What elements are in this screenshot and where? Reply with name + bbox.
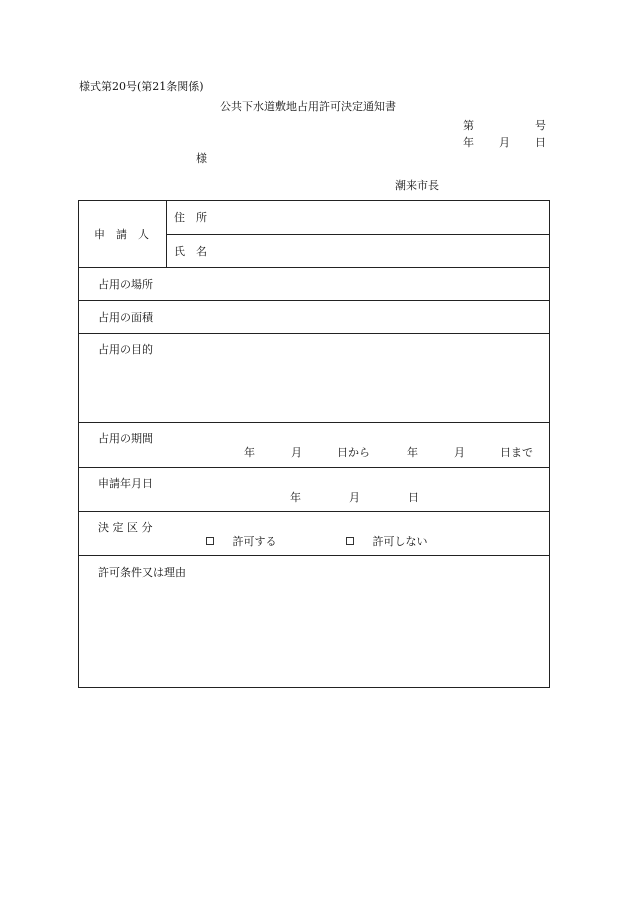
- period-month-1: 月: [291, 446, 302, 459]
- column-divider: [166, 201, 167, 267]
- area-label: 占用の面積: [98, 311, 153, 324]
- name-label: 氏 名: [174, 245, 207, 258]
- row-divider: [166, 234, 549, 235]
- option-permit[interactable]: [206, 536, 277, 547]
- period-label: 占用の期間: [98, 432, 153, 445]
- row-divider: [79, 555, 549, 556]
- document-title: 公共下水道敷地占用許可決定通知書: [220, 100, 396, 113]
- row-divider: [79, 422, 549, 423]
- option-deny-label: 許可しない: [372, 535, 428, 548]
- row-divider: [79, 300, 549, 301]
- conditions-label: 許可条件又は理由: [98, 566, 186, 579]
- checkbox-permit[interactable]: [206, 537, 214, 545]
- date-year: 年: [463, 136, 474, 149]
- period-month-2: 月: [454, 446, 465, 459]
- period-year-2: 年: [407, 446, 418, 459]
- number-prefix: 第: [463, 119, 474, 132]
- app-month: 月: [349, 491, 360, 504]
- option-permit-label: 許可する: [232, 535, 277, 548]
- form-number: 様式第20号(第21条関係): [79, 80, 204, 93]
- date-day: 日: [535, 136, 546, 149]
- row-divider: [79, 267, 549, 268]
- applicant-label: 申 請 人: [94, 228, 149, 241]
- place-label: 占用の場所: [98, 278, 153, 291]
- app-day: 日: [408, 491, 419, 504]
- row-divider: [79, 467, 549, 468]
- issuer-name: 潮来市長: [395, 179, 439, 192]
- row-divider: [79, 511, 549, 512]
- date-month: 月: [499, 136, 510, 149]
- period-to: 日まで: [500, 446, 533, 459]
- period-year-1: 年: [244, 446, 255, 459]
- app-year: 年: [290, 491, 301, 504]
- row-divider: [79, 333, 549, 334]
- purpose-label: 占用の目的: [98, 343, 153, 356]
- recipient-honorific: 様: [196, 152, 207, 165]
- option-deny[interactable]: [346, 536, 428, 547]
- application-date-label: 申請年月日: [98, 477, 153, 490]
- number-suffix: 号: [535, 119, 546, 132]
- period-from: 日から: [337, 446, 370, 459]
- decision-label: 決 定 区 分: [98, 521, 153, 534]
- address-label: 住 所: [174, 211, 207, 224]
- permit-form-table: [78, 200, 550, 688]
- checkbox-deny[interactable]: [346, 537, 354, 545]
